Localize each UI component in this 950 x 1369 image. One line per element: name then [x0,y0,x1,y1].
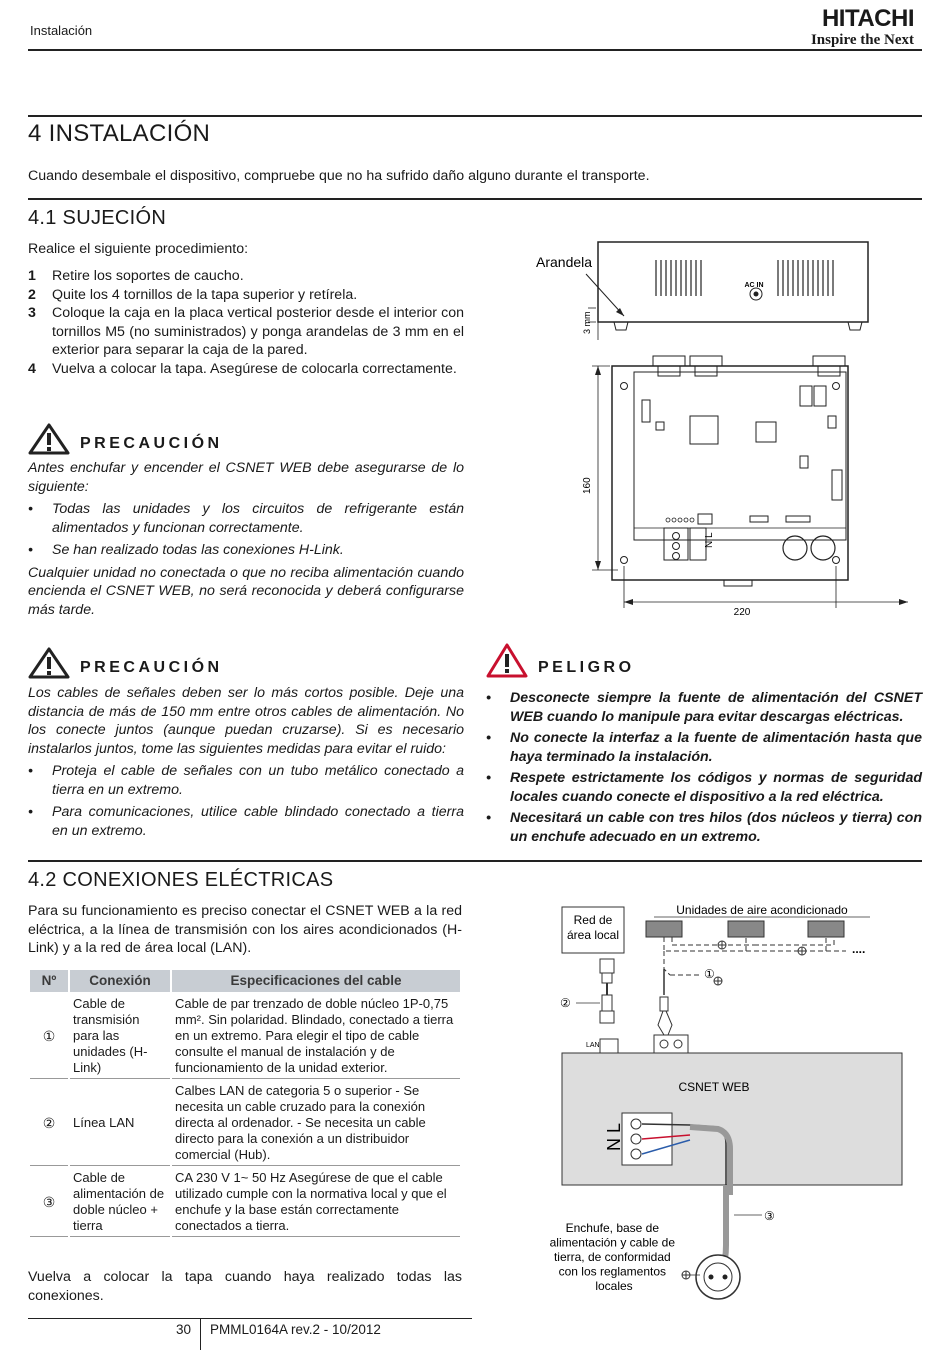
procedure-intro: Realice el siguiente procedimiento: [28,241,249,257]
step-item: 4 Vuelva a colocar la tapa. Asegúrese de colocarla correctamente. [28,360,457,377]
device-terminal-letters: N L [604,1122,624,1151]
row-number: ③ [30,1168,68,1237]
danger-bullet: • Desconecte siempre la fuente de alimentación del CSNET WEB cuando lo manipule para evitar descargas eléctricas. [486,690,922,725]
caution-bullet: • Proteja el cable de señales con un tubo metálico conectado a tierra en un extremo. [28,763,464,798]
danger-body [486,686,922,849]
subsection-title-sujecion: 4.1 SUJECIÓN [28,207,167,229]
caution-bullet: • Se han realizado todas las conexiones H-Link. [28,542,344,558]
brand-name: HITACHI [821,5,914,32]
row-spec: Calbes LAN de categoria 5 o superior - Se necesita un cable cruzado para la conexión directa al ordenador. - Se necesita un cable directo para la conexión a un distribuidor comercial (Hub). [172,1081,460,1166]
caution-heading-1 [28,423,223,455]
row-spec: CA 230 V 1~ 50 Hz Asegúrese de que el cable utilizado cumple con la normativa local y que el enchufe y la base están correctamente conectados a tierra. [172,1168,460,1237]
caution-outro: Cualquier unidad no conectada o que no reciba alimentación cuando encienda el CSNET WEB, no será reconocida y deberá configurarse más tarde. [28,564,464,618]
col-header-num: Nº [30,970,68,992]
doc-reference: PMML0164A rev.2 - 10/2012 [210,1322,381,1337]
running-header: Instalación [30,23,93,38]
step-item: 1 Retire los soportes de caucho. [28,268,244,284]
page-number: 30 [176,1322,192,1337]
header-rule [28,49,922,51]
subsection-rule [28,860,922,862]
terminal-letters: N L [704,532,715,548]
marker-1: ① [704,967,715,981]
connections-intro: Para su funcionamiento es preciso conectar el CSNET WEB a la red eléctrica, a la línea de transmisión con los aires acondicionados (H-Link) y a la red de área local (LAN). [28,903,462,956]
caution-body-1 [28,459,464,619]
subsection-title-conexiones: 4.2 CONEXIONES ELÉCTRICAS [28,869,334,891]
subsection-rule [28,198,922,200]
dim-220-label: 220 [733,607,751,618]
danger-bullet: • Respete estrictamente los códigos y normas de seguridad locales cuando conecte el dispositivo a la red eléctrica. [486,770,922,805]
units-label: Unidades de aire acondicionado [676,903,848,917]
cable-spec-table [28,968,462,1239]
section-title: 4 INSTALACIÓN [28,120,211,147]
row-connection: Línea LAN [70,1081,170,1166]
lan-box-label: Red de área local [566,913,620,942]
col-header-spec: Especificaciones del cable [172,970,460,992]
row-connection: Cable de transmisión para las unidades (H-Link) [70,994,170,1079]
step-item: 2 Quite los 4 tornillos de la tapa superior y retírela. [28,286,358,303]
table-header-row [30,970,460,992]
row-connection: Cable de alimentación de doble núcleo + tierra [70,1168,170,1237]
device-label: CSNET WEB [678,1080,750,1094]
section-intro: Cuando desembale el dispositivo, compruebe que no ha sufrido daño alguno durante el transporte. [28,168,650,184]
marker-2: ② [560,996,571,1010]
footer-divider [200,1318,201,1350]
table-row [30,1168,460,1237]
brand-logo [811,6,914,48]
lan-port-label: LAN [586,1042,600,1049]
marker-3: ③ [764,1209,775,1223]
wiring-diagram [540,895,920,1305]
danger-bullet: • Necesitará un cable con tres hilos (dos núcleos y tierra) con un enchufe adecuado en un extremo. [486,810,922,845]
table-row [30,1081,460,1166]
dim-3mm-label: 3 mm [582,311,592,334]
ac-in-label: AC IN [744,282,764,289]
step-item: 3 Coloque la caja en la placa vertical posterior desde el interior con tornillos M5 (no suministrados) y ponga arandelas de 3 mm en el exterior para separar la caja de la pared. [28,305,464,358]
caution-body-2 [28,684,464,844]
caution-title: PRECAUCIÓN [80,435,223,452]
danger-heading [486,643,635,679]
washer-label: Arandela [536,254,593,270]
caution-intro: Antes enchufar y encender el CSNET WEB debe asegurarse de lo siguiente: [28,460,464,495]
danger-bullet: • No conecte la interfaz a la fuente de alimentación hasta que haya terminado la instalación. [486,730,922,765]
caution-title: PRECAUCIÓN [80,659,223,676]
warning-triangle-icon [28,423,70,455]
continuation-dots: .... [852,942,866,956]
dim-160-label: 160 [582,477,593,494]
connections-outro: Vuelva a colocar la tapa cuando haya realizado todas las conexiones. [28,1269,462,1304]
brand-tagline: Inspire the Next [810,32,914,48]
caution-heading-2 [28,647,223,679]
table-row [30,994,460,1079]
caution-bullet: • Para comunicaciones, utilice cable blindado conectado a tierra en un extremo. [28,804,464,839]
row-spec: Cable de par trenzado de doble núcleo 1P-0,75 mm². Sin polaridad. Blindado, conectado a tierra en un extremo. Para elegir el tipo de cable consulte el manual de instalación y de funcionamiento de la unidad exterior. [172,994,460,1079]
col-header-connection: Conexión [70,970,170,992]
row-number: ① [30,994,68,1079]
plug-note: Enchufe, base de alimentación y cable de tierra, de conformidad con los reglamentos locales [549,1221,676,1293]
caution-intro: Los cables de señales deben ser lo más cortos posible. Deje una distancia de más de 150 mm entre otros cables de alimentación. No los conecte juntos (aunque puedan cruzarse). Si es necesario instalarlos juntos, tome las siguientes medidas para evitar el ruido: [28,685,464,757]
danger-title: PELIGRO [538,659,635,676]
row-number: ② [30,1081,68,1166]
section-rule [28,115,922,117]
danger-triangle-icon [486,643,528,679]
warning-triangle-icon [28,647,70,679]
mounting-diagram [478,230,918,625]
caution-bullet: • Todas las unidades y los circuitos de refrigerante están alimentados y funcionan correctamente. [28,501,464,536]
footer-rule [28,1318,472,1319]
procedure-steps [28,267,464,378]
